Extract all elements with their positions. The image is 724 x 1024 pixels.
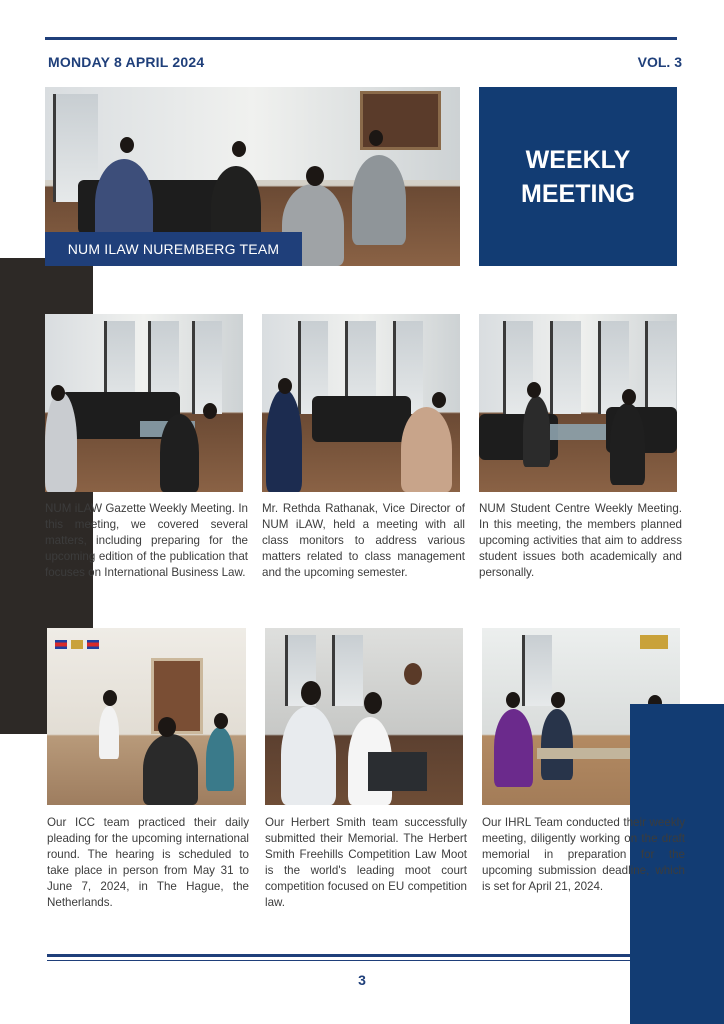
caption-student-centre-meeting: NUM Student Centre Weekly Meeting. In this meeting, the members planned upcoming activities that aim to address student issues both academically and personally. <box>479 502 682 579</box>
caption-gazette-meeting: NUM iLAW Gazette Weekly Meeting. In this meeting, we covered several matters, including preparing for the upcoming edition of the publication that focuses on International Business Law. <box>45 502 248 579</box>
issue-date: MONDAY 8 APRIL 2024 <box>48 54 205 70</box>
cambodia-flag-icon <box>55 640 67 649</box>
section-title-line-1: WEEKLY <box>525 145 631 174</box>
section-title <box>479 87 677 266</box>
section-title-line-2: MEETING <box>521 179 635 208</box>
caption-ihrl-team: Our IHRL Team conducted their weekly meeting, diligently working on the draft memorial in preparation for the upcoming submission deadline, which is set for April 21, 2024. <box>482 816 685 893</box>
cambodia-flag-icon-2 <box>87 640 99 649</box>
hero-caption: NUM ILAW NUREMBERG TEAM <box>45 232 302 266</box>
photo-class-monitors-meeting <box>262 314 460 492</box>
page-number: 3 <box>358 972 366 988</box>
photo-icc-team <box>47 628 246 805</box>
caption-icc-team: Our ICC team practiced their daily pleading for the upcoming international round. The hearing is scheduled to take place in person from May 31 to June 7, 2024, in The Hague, the Netherlands. <box>47 816 249 909</box>
emblem-icon <box>71 640 83 649</box>
caption-class-monitors-meeting: Mr. Rethda Rathanak, Vice Director of NUM iLAW, held a meeting with all class monitors to address various matters related to class management and the upcoming semester. <box>262 502 465 579</box>
bottom-rule <box>47 954 630 957</box>
photo-herbert-smith-team <box>265 628 463 805</box>
volume-number: VOL. 3 <box>637 54 682 70</box>
photo-gazette-meeting <box>45 314 243 492</box>
photo-student-centre-meeting <box>479 314 677 492</box>
top-rule <box>45 37 677 40</box>
bottom-rule-thin <box>47 960 630 961</box>
caption-herbert-smith-team: Our Herbert Smith team successfully submitted their Memorial. The Herbert Smith Freehills Competition Law Moot is the world's leading moot court competition focused on EU competition law. <box>265 816 467 909</box>
